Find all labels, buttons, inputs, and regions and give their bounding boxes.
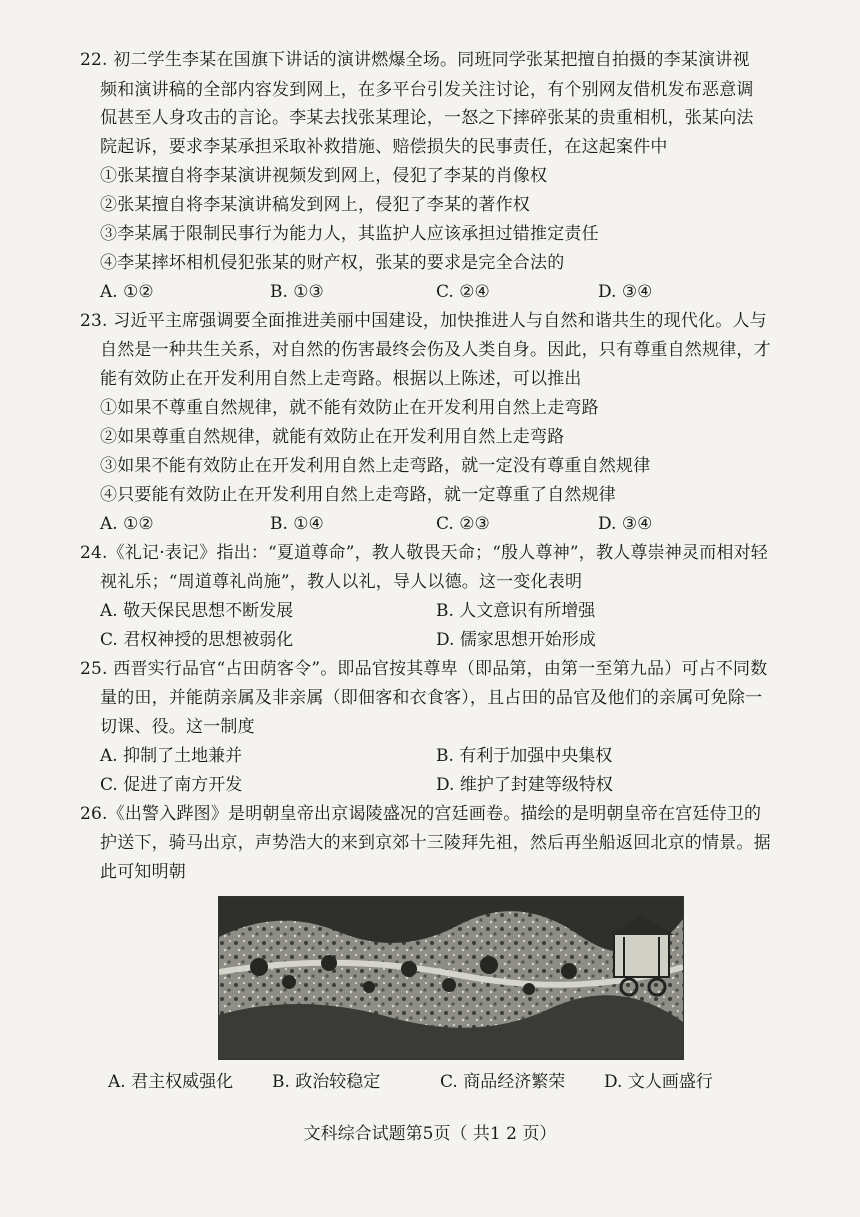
q26-line-2: 护送下，骑马出京，声势浩大的来到京郊十三陵拜先祖，然后再坐船返回北京的情景。据 bbox=[100, 833, 771, 853]
q22-option-b[interactable]: B. ①③ bbox=[270, 282, 324, 302]
q24-option-a[interactable]: A. 敬天保民思想不断发展 bbox=[100, 601, 294, 621]
q25-option-a[interactable]: A. 抑制了土地兼并 bbox=[100, 746, 243, 766]
q22-option-c[interactable]: C. ②④ bbox=[436, 282, 490, 302]
q22-option-d[interactable]: D. ③④ bbox=[598, 282, 653, 302]
q22-statement-1: ①张某擅自将李某演讲视频发到网上，侵犯了李某的肖像权 bbox=[100, 166, 548, 186]
q26-option-c[interactable]: C. 商品经济繁荣 bbox=[440, 1072, 566, 1092]
q22-option-a[interactable]: A. ①② bbox=[100, 282, 154, 302]
q26-option-b[interactable]: B. 政治较稳定 bbox=[272, 1072, 381, 1092]
q25-line-1: 25. 西晋实行品官“占田荫客令”。即品官按其尊卑（即品第，由第一至第九品）可占不同数 bbox=[80, 659, 768, 679]
q23-statement-1: ①如果不尊重自然规律，就不能有效防止在开发利用自然上走弯路 bbox=[100, 398, 599, 418]
q22-line-2: 频和演讲稿的全部内容发到网上，在多平台引发关注讨论，有个别网友借机发布恶意调 bbox=[100, 80, 754, 100]
q23-statement-3: ③如果不能有效防止在开发利用自然上走弯路，就一定没有尊重自然规律 bbox=[100, 456, 651, 476]
q23-line-3: 能有效防止在开发利用自然上走弯路。根据以上陈述，可以推出 bbox=[100, 369, 582, 389]
q23-statement-2: ②如果尊重自然规律，就能有效防止在开发利用自然上走弯路 bbox=[100, 427, 565, 447]
q25-line-2: 量的田，并能荫亲属及非亲属（即佃客和衣食客），且占田的品官及他们的亲属可免除一 bbox=[100, 688, 763, 708]
q24-option-d[interactable]: D. 儒家思想开始形成 bbox=[436, 630, 596, 650]
q22-line-4: 院起诉，要求李某承担采取补救措施、赔偿损失的民事责任，在这起案件中 bbox=[100, 137, 668, 157]
q24-line-1: 24.《礼记·表记》指出：“夏道尊命”，教人敬畏天命；“殷人尊神”，教人尊崇神灵而相对轻 bbox=[80, 543, 769, 563]
q25-line-3: 切课、役。这一制度 bbox=[100, 717, 255, 737]
q25-option-d[interactable]: D. 维护了封建等级特权 bbox=[436, 775, 613, 795]
q23-statement-4: ④只要能有效防止在开发利用自然上走弯路，就一定尊重了自然规律 bbox=[100, 485, 616, 505]
q26-option-d[interactable]: D. 文人画盛行 bbox=[604, 1072, 713, 1092]
q22-line-1: 22. 初二学生李某在国旗下讲话的演讲燃爆全场。同班同学张某把擅自拍摄的李某演讲视 bbox=[80, 50, 750, 70]
q26-option-a[interactable]: A. 君主权威强化 bbox=[108, 1072, 234, 1092]
q26-line-3: 此可知明朝 bbox=[100, 862, 186, 882]
q23-option-c[interactable]: C. ②③ bbox=[436, 514, 490, 534]
q26-line-1: 26.《出警入跸图》是明朝皇帝出京谒陵盛况的宫廷画卷。描绘的是明朝皇帝在宫廷侍卫的 bbox=[80, 804, 762, 824]
q22-line-3: 侃甚至人身攻击的言论。李某去找张某理论，一怒之下摔碎张某的贵重相机，张某向法 bbox=[100, 108, 754, 128]
q25-option-c[interactable]: C. 促进了南方开发 bbox=[100, 775, 243, 795]
page-footer: 文科综合试题第5页（ 共1 2 页） bbox=[303, 1124, 557, 1144]
painting-illustration bbox=[218, 896, 684, 1060]
q23-option-b[interactable]: B. ①④ bbox=[270, 514, 324, 534]
q24-option-c[interactable]: C. 君权神授的思想被弱化 bbox=[100, 630, 294, 650]
q23-option-a[interactable]: A. ①② bbox=[100, 514, 154, 534]
q24-option-b[interactable]: B. 人文意识有所增强 bbox=[436, 601, 596, 621]
q23-option-d[interactable]: D. ③④ bbox=[598, 514, 653, 534]
q22-statement-3: ③李某属于限制民事行为能力人，其监护人应该承担过错推定责任 bbox=[100, 224, 599, 244]
q25-option-b[interactable]: B. 有利于加强中央集权 bbox=[436, 746, 613, 766]
q23-line-2: 自然是一种共生关系，对自然的伤害最终会伤及人类自身。因此，只有尊重自然规律，才 bbox=[100, 340, 771, 360]
painting-scroll-image bbox=[219, 897, 683, 1059]
q22-statement-2: ②张某擅自将李某演讲稿发到网上，侵犯了李某的著作权 bbox=[100, 195, 530, 215]
q24-line-2: 视礼乐；“周道尊礼尚施”，教人以礼，导人以德。这一变化表明 bbox=[100, 572, 583, 592]
q23-line-1: 23. 习近平主席强调要全面推进美丽中国建设，加快推进人与自然和谐共生的现代化。人与 bbox=[80, 311, 767, 331]
q22-statement-4: ④李某摔坏相机侵犯张某的财产权，张某的要求是完全合法的 bbox=[100, 253, 565, 273]
